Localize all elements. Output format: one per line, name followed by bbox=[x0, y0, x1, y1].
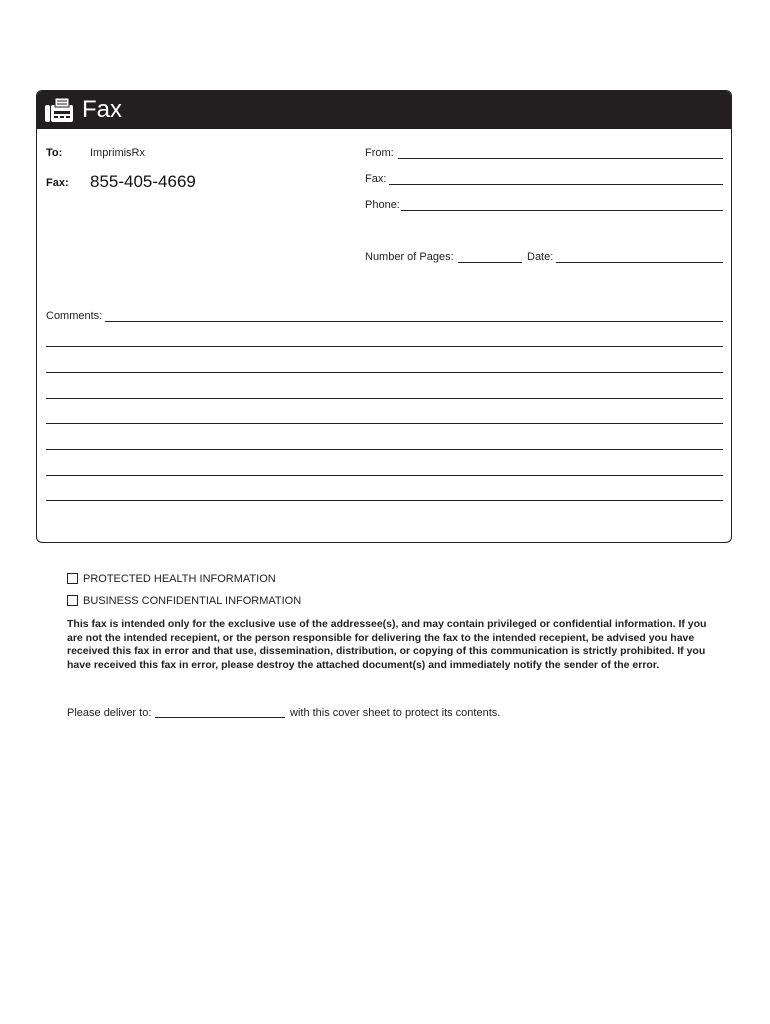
comments-line[interactable] bbox=[46, 449, 723, 450]
comments-line[interactable] bbox=[46, 346, 723, 347]
deliver-suffix: with this cover sheet to protect its contents. bbox=[290, 707, 501, 719]
checkbox-label-confidential: BUSINESS CONFIDENTIAL INFORMATION bbox=[83, 595, 302, 607]
deliver-prefix: Please deliver to: bbox=[67, 707, 152, 719]
checkbox-icon[interactable] bbox=[67, 573, 78, 584]
phone-field[interactable] bbox=[401, 210, 723, 211]
fax-machine-icon bbox=[44, 97, 74, 123]
comments-line[interactable] bbox=[46, 398, 723, 399]
pages-label: Number of Pages: bbox=[365, 251, 454, 263]
to-label: To: bbox=[46, 147, 63, 159]
phone-label: Phone: bbox=[365, 199, 400, 211]
comments-line[interactable] bbox=[46, 372, 723, 373]
pages-field[interactable] bbox=[458, 262, 522, 263]
date-label: Date: bbox=[527, 251, 554, 263]
comments-line[interactable] bbox=[46, 500, 723, 501]
fax-cover-form bbox=[36, 90, 732, 543]
fax-number: 855-405-4669 bbox=[90, 172, 196, 191]
checkbox-label-phi: PROTECTED HEALTH INFORMATION bbox=[83, 573, 276, 585]
from-field[interactable] bbox=[398, 158, 723, 159]
from-fax-label: Fax: bbox=[365, 173, 387, 185]
comments-line[interactable] bbox=[46, 475, 723, 476]
form-title: Fax bbox=[82, 96, 123, 123]
confidentiality-notice: This fax is intended only for the exclusive use of the addressee(s), and may contain privileged or confidential information. If you are not the intended recepient, or the person responsible for delivering the fax to the intended recepient, be advised you have received this fax in error and that use, dissemination, distribution, or copying of this communication is strictly prohibited. If you have received this fax in error, please destroy the attached document(s) and immediately notify the sender of the error. bbox=[67, 618, 707, 671]
date-field[interactable] bbox=[556, 262, 723, 263]
from-fax-field[interactable] bbox=[389, 184, 723, 185]
comments-label: Comments: bbox=[46, 310, 103, 322]
fax-label: Fax: bbox=[46, 177, 69, 189]
from-label: From: bbox=[365, 147, 394, 159]
comments-line[interactable] bbox=[46, 423, 723, 424]
form-header bbox=[37, 91, 731, 129]
deliver-to-field[interactable] bbox=[155, 717, 285, 718]
to-value: ImprimisRx bbox=[90, 147, 145, 159]
checkbox-icon[interactable] bbox=[67, 595, 78, 606]
comments-line[interactable] bbox=[105, 321, 723, 322]
